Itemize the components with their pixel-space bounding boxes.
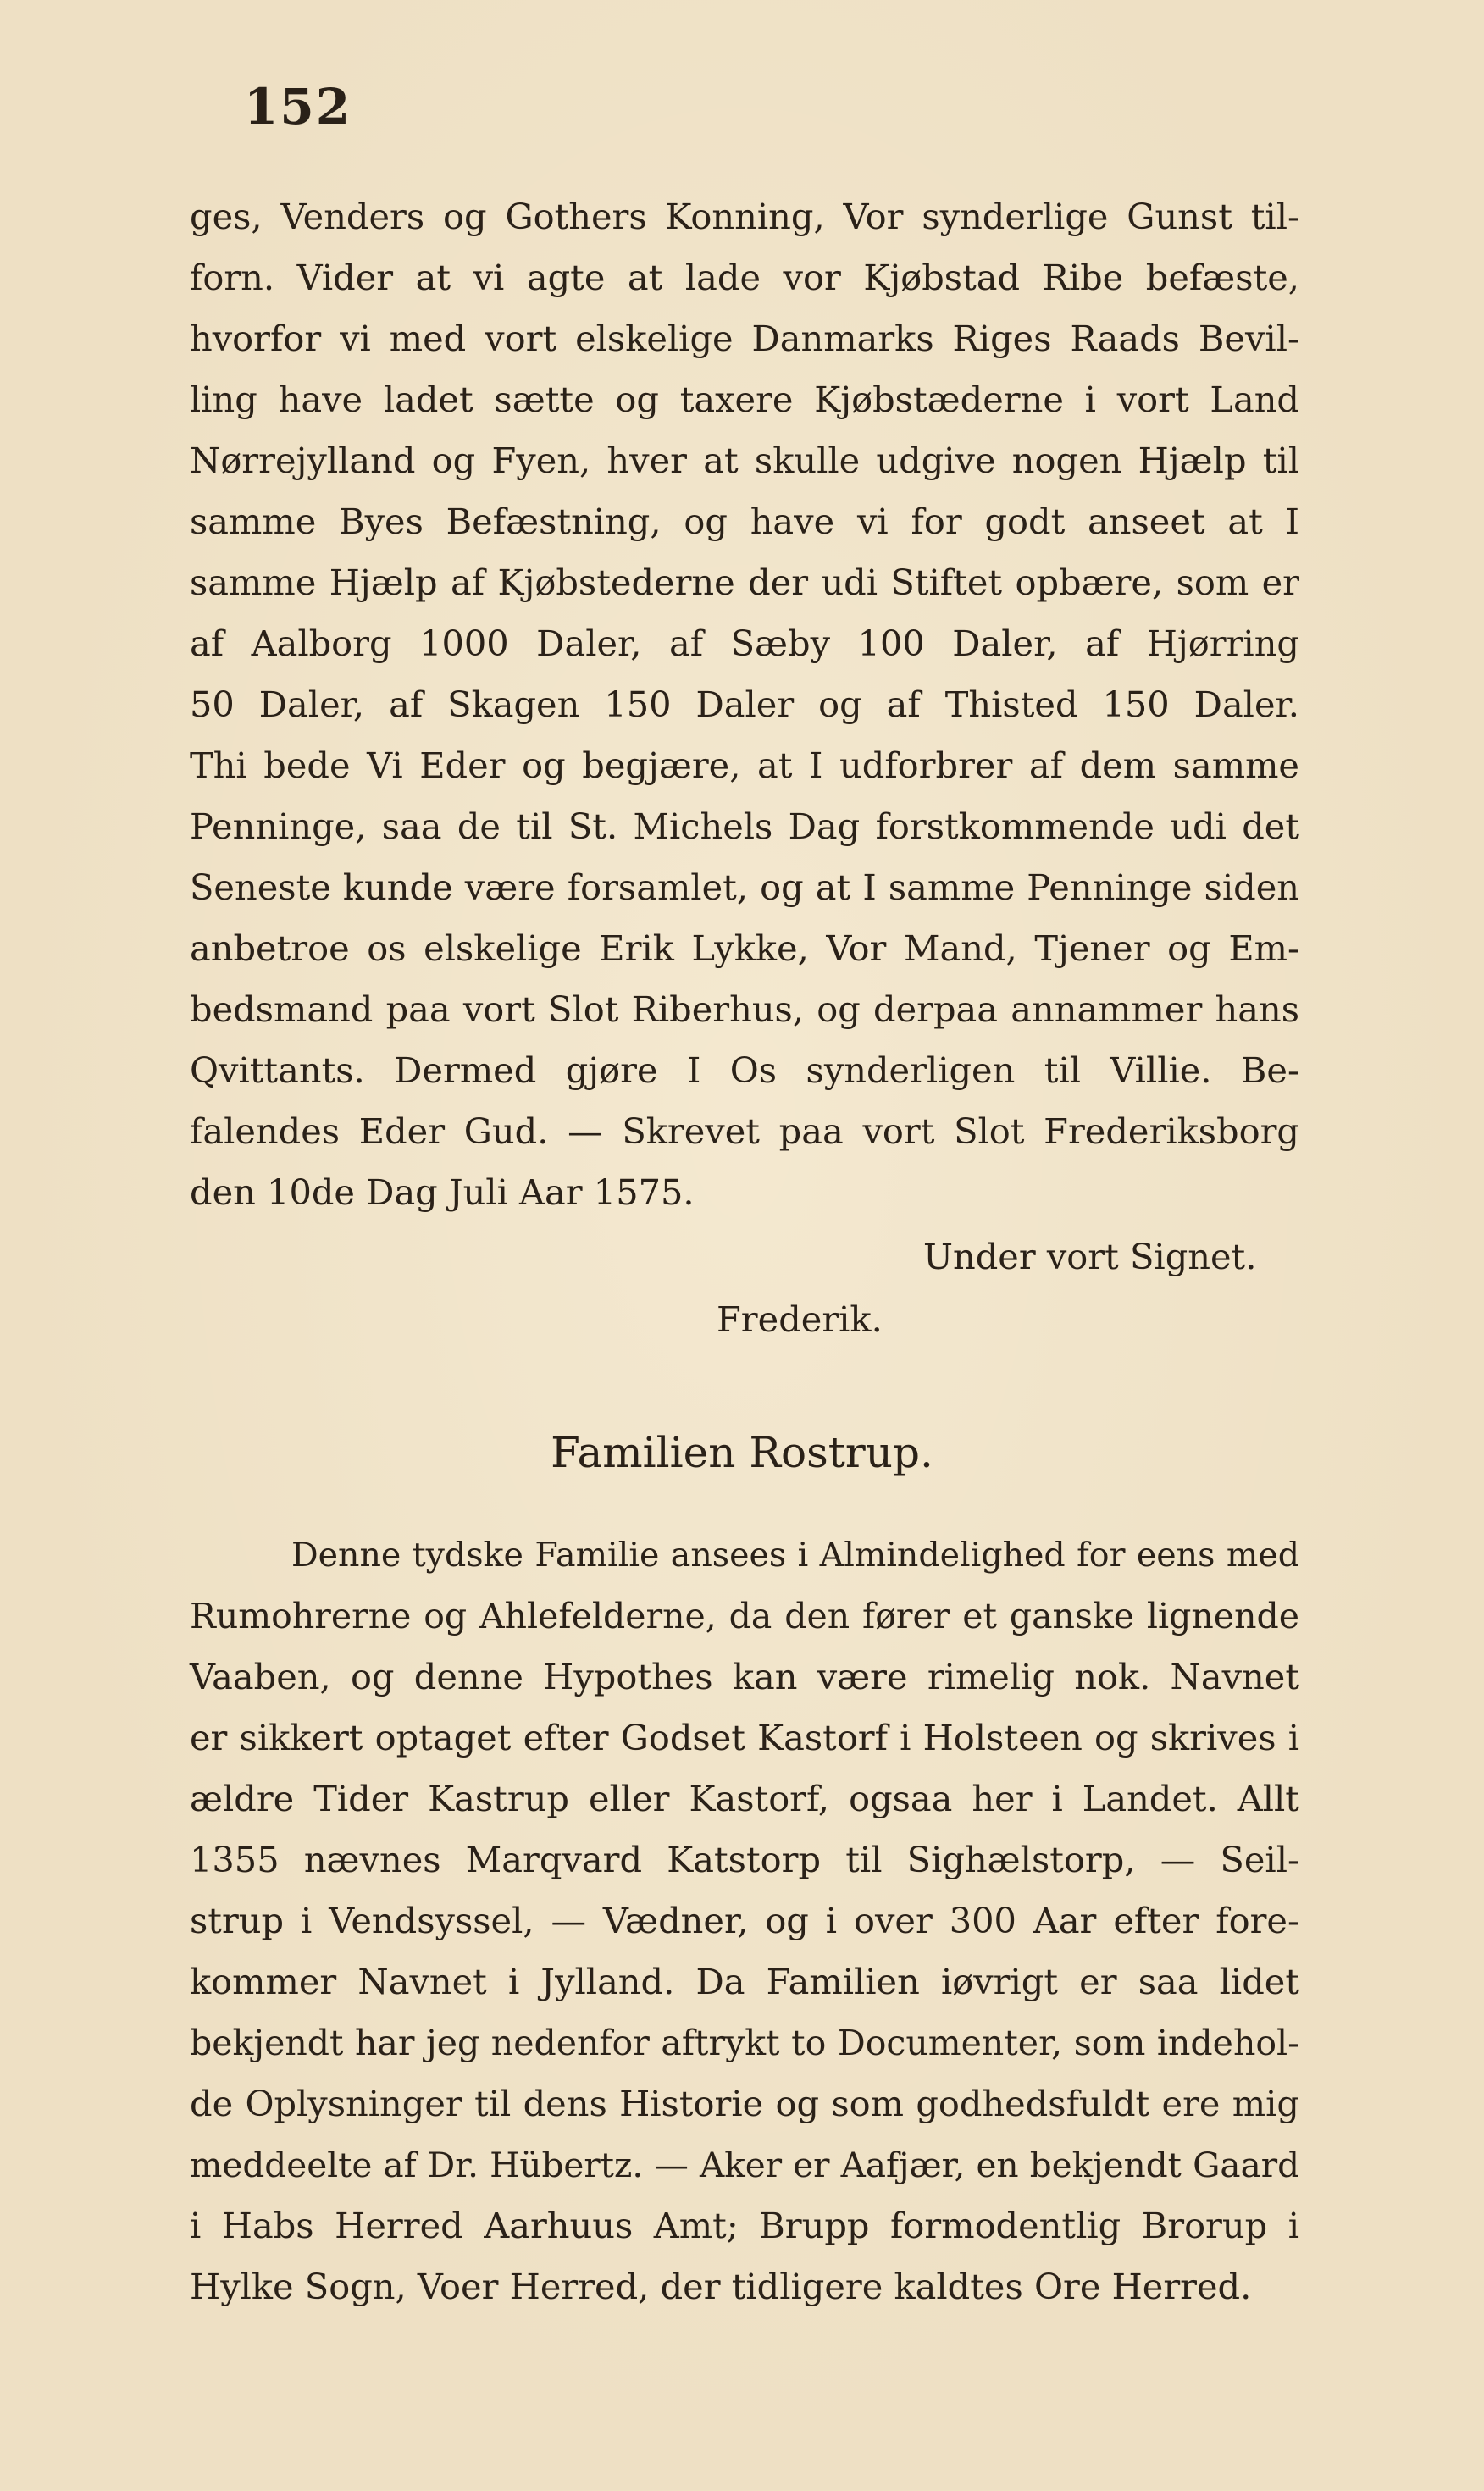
text-line: af Aalborg 1000 Daler, af Sæby 100 Daler, af Hjørring [190, 623, 1299, 664]
signer-name: Frederik. [717, 1298, 883, 1340]
text-line: ges, Venders og Gothers Konning, Vor synderlige Gunst til- [190, 196, 1299, 237]
text-line: de Oplysninger til dens Historie og som godhedsfuldt ere mig [190, 2083, 1299, 2124]
text-line: 1355 nævnes Marqvard Katstorp til Sighælstorp, — Seil- [190, 1839, 1299, 1880]
text-line: 50 Daler, af Skagen 150 Daler og af Thisted 150 Daler. [190, 684, 1299, 725]
text-line: Nørrejylland og Fyen, hver at skulle udgive nogen Hjælp til [190, 440, 1299, 481]
text-line: Denne tydske Familie ansees i Almindelighed for eens med [291, 1536, 1299, 1575]
text-line: Rumohrerne og Ahlefelderne, da den fører et ganske lignende [190, 1596, 1299, 1636]
text-line: bedsmand paa vort Slot Riberhus, og derpaa annammer hans [190, 988, 1299, 1030]
closing-line: Under vort Signet. [923, 1236, 1257, 1277]
text-line: Qvittants. Dermed gjøre I Os synderligen til Villie. Be- [190, 1049, 1299, 1091]
section-heading: Familien Rostrup. [551, 1428, 933, 1477]
letter-text [190, 186, 1299, 1223]
text-line: Vaaben, og denne Hypothes kan være rimelig nok. Navnet [190, 1656, 1299, 1697]
text-line: forn. Vider at vi agte at lade vor Kjøbstad Ribe befæste, [190, 257, 1299, 298]
text-line: Thi bede Vi Eder og begjære, at I udforbrer af dem samme [190, 745, 1299, 786]
text-line: kommer Navnet i Jylland. Da Familien iøvrigt er saa lidet [190, 1961, 1299, 2002]
section-text [190, 1525, 1299, 2317]
text-line: den 10de Dag Juli Aar 1575. [190, 1171, 695, 1213]
text-line: i Habs Herred Aarhuus Amt; Brupp formodentlig Brorup i [190, 2205, 1299, 2246]
text-line: ældre Tider Kastrup eller Kastorf, ogsaa her i Landet. Allt [190, 1778, 1299, 1819]
text-line: meddeelte af Dr. Hübertz. — Aker er Aafjær, en bekjendt Gaard [190, 2145, 1299, 2185]
text-line: Hylke Sogn, Voer Herred, der tidligere kaldtes Ore Herred. [190, 2266, 1252, 2307]
text-line: ling have ladet sætte og taxere Kjøbstæderne i vort Land [190, 379, 1299, 420]
text-line: er sikkert optaget efter Godset Kastorf i Holsteen og skrives i [190, 1717, 1299, 1758]
text-line: samme Hjælp af Kjøbstederne der udi Stiftet opbære, som er [190, 562, 1299, 603]
text-line: strup i Vendsyssel, — Vædner, og i over 300 Aar efter fore- [190, 1900, 1299, 1941]
text-line: samme Byes Befæstning, og have vi for godt anseet at I [190, 501, 1299, 542]
text-line: bekjendt har jeg nedenfor aftrykt to Documenter, som indehol- [190, 2023, 1299, 2063]
text-line: falendes Eder Gud. — Skrevet paa vort Slot Frederiksborg [190, 1110, 1299, 1152]
page-number: 152 [244, 78, 352, 136]
text-line: anbetroe os elskelige Erik Lykke, Vor Mand, Tjener og Em- [190, 927, 1299, 969]
text-line: hvorfor vi med vort elskelige Danmarks Riges Raads Bevil- [190, 318, 1299, 359]
text-line: Penninge, saa de til St. Michels Dag forstkommende udi det [190, 805, 1299, 847]
text-line: Seneste kunde være forsamlet, og at I samme Penninge siden [190, 866, 1299, 908]
